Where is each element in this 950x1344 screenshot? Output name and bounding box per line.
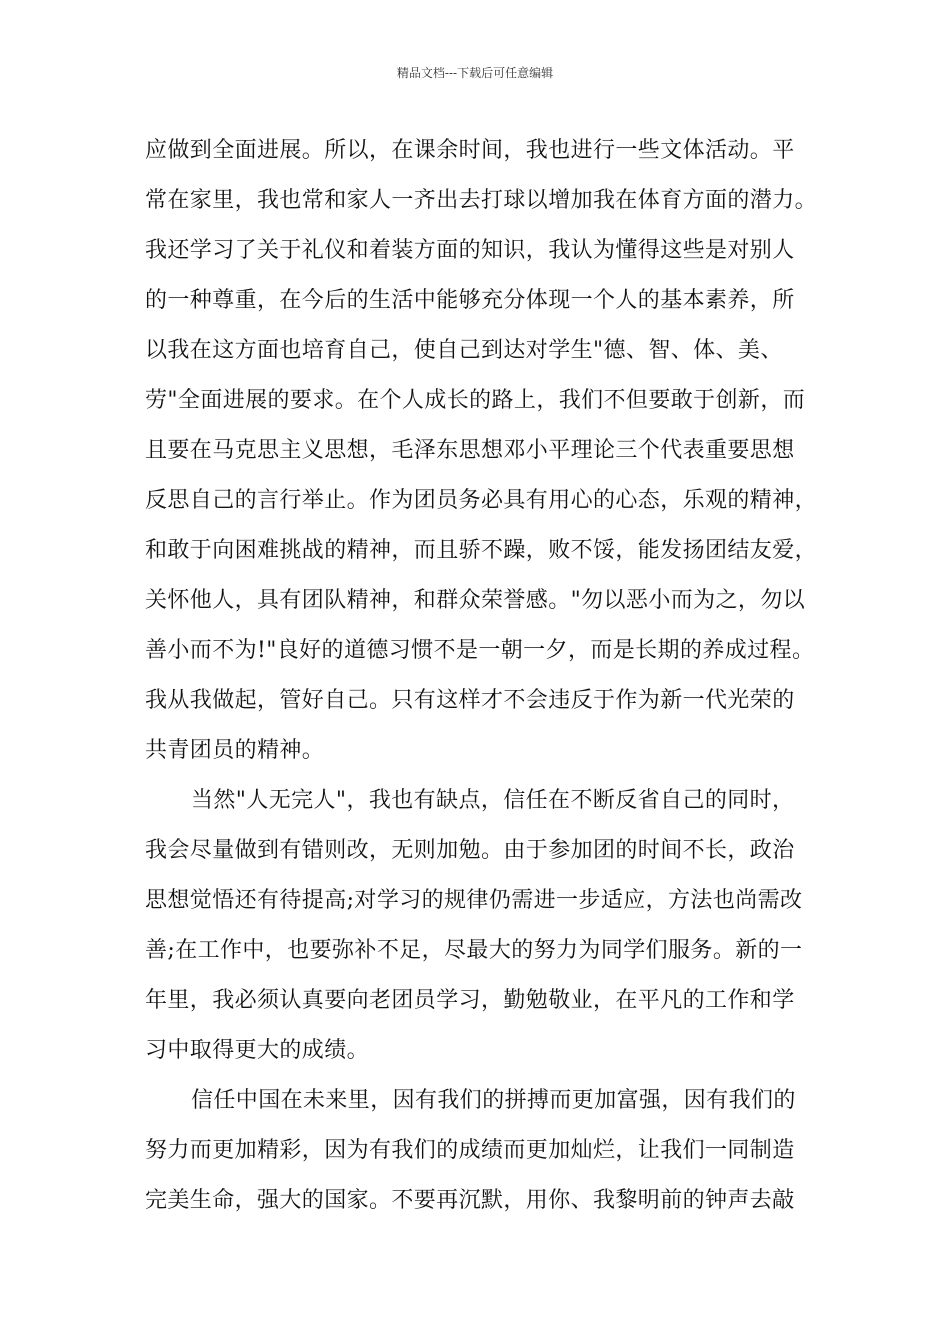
text-line: 关怀他人，具有团队精神，和群众荣誉感。"勿以恶小而为之，勿以	[145, 588, 806, 613]
text-line: 常在家里，我也常和家人一齐出去打球以增加我在体育方面的潜力。	[145, 188, 818, 213]
page-header: 精品文档---下载后可任意编辑	[396, 66, 554, 80]
text-line: 我从我做起，管好自己。只有这样才不会违反于作为新一代光荣的	[145, 688, 795, 713]
paragraph-first-line: 信任中国在未来里，因有我们的拼搏而更加富强，因有我们的	[191, 1088, 796, 1113]
text-line: 努力而更加精彩，因为有我们的成绩而更加灿烂，让我们一同制造	[145, 1138, 795, 1163]
text-line: 年里，我必须认真要向老团员学习，勤勉敬业，在平凡的工作和学	[145, 988, 795, 1013]
text-line: 且要在马克思主义思想，毛泽东思想邓小平理论三个代表重要思想	[145, 438, 795, 463]
text-line: 习中取得更大的成绩。	[145, 1038, 370, 1063]
text-line: 善;在工作中，也要弥补不足，尽最大的努力为同学们服务。新的一	[145, 938, 803, 963]
text-line: 思想觉悟还有待提高;对学习的规律仍需进一步适应，方法也尚需改	[145, 888, 803, 913]
text-line: 善小而不为!"良好的道德习惯不是一朝一夕，而是长期的养成过程。	[145, 638, 815, 663]
text-line: 应做到全面进展。所以，在课余时间，我也进行一些文体活动。平	[145, 138, 795, 163]
text-line: 我还学习了关于礼仪和着装方面的知识，我认为懂得这些是对别人	[145, 238, 795, 263]
text-line: 反思自己的言行举止。作为团员务必具有用心的心态，乐观的精神，	[145, 488, 818, 513]
text-line: 的一种尊重，在今后的生活中能够充分体现一个人的基本素养，所	[145, 288, 795, 313]
text-line: 以我在这方面也培育自己，使自己到达对学生"德、智、体、美、	[145, 338, 783, 363]
text-line: 和敢于向困难挑战的精神，而且骄不躁，败不馁，能发扬团结友爱，	[145, 538, 818, 563]
text-line: 共青团员的精神。	[145, 738, 325, 763]
text-line: 劳"全面进展的要求。在个人成长的路上，我们不但要敢于创新，而	[145, 388, 806, 413]
text-line: 我会尽量做到有错则改，无则加勉。由于参加团的时间不长，政治	[145, 838, 795, 863]
paragraph-first-line: 当然"人无完人"，我也有缺点，信任在不断反省自己的同时，	[191, 788, 795, 813]
text-line: 完美生命，强大的国家。不要再沉默，用你、我黎明前的钟声去敲	[145, 1188, 795, 1213]
